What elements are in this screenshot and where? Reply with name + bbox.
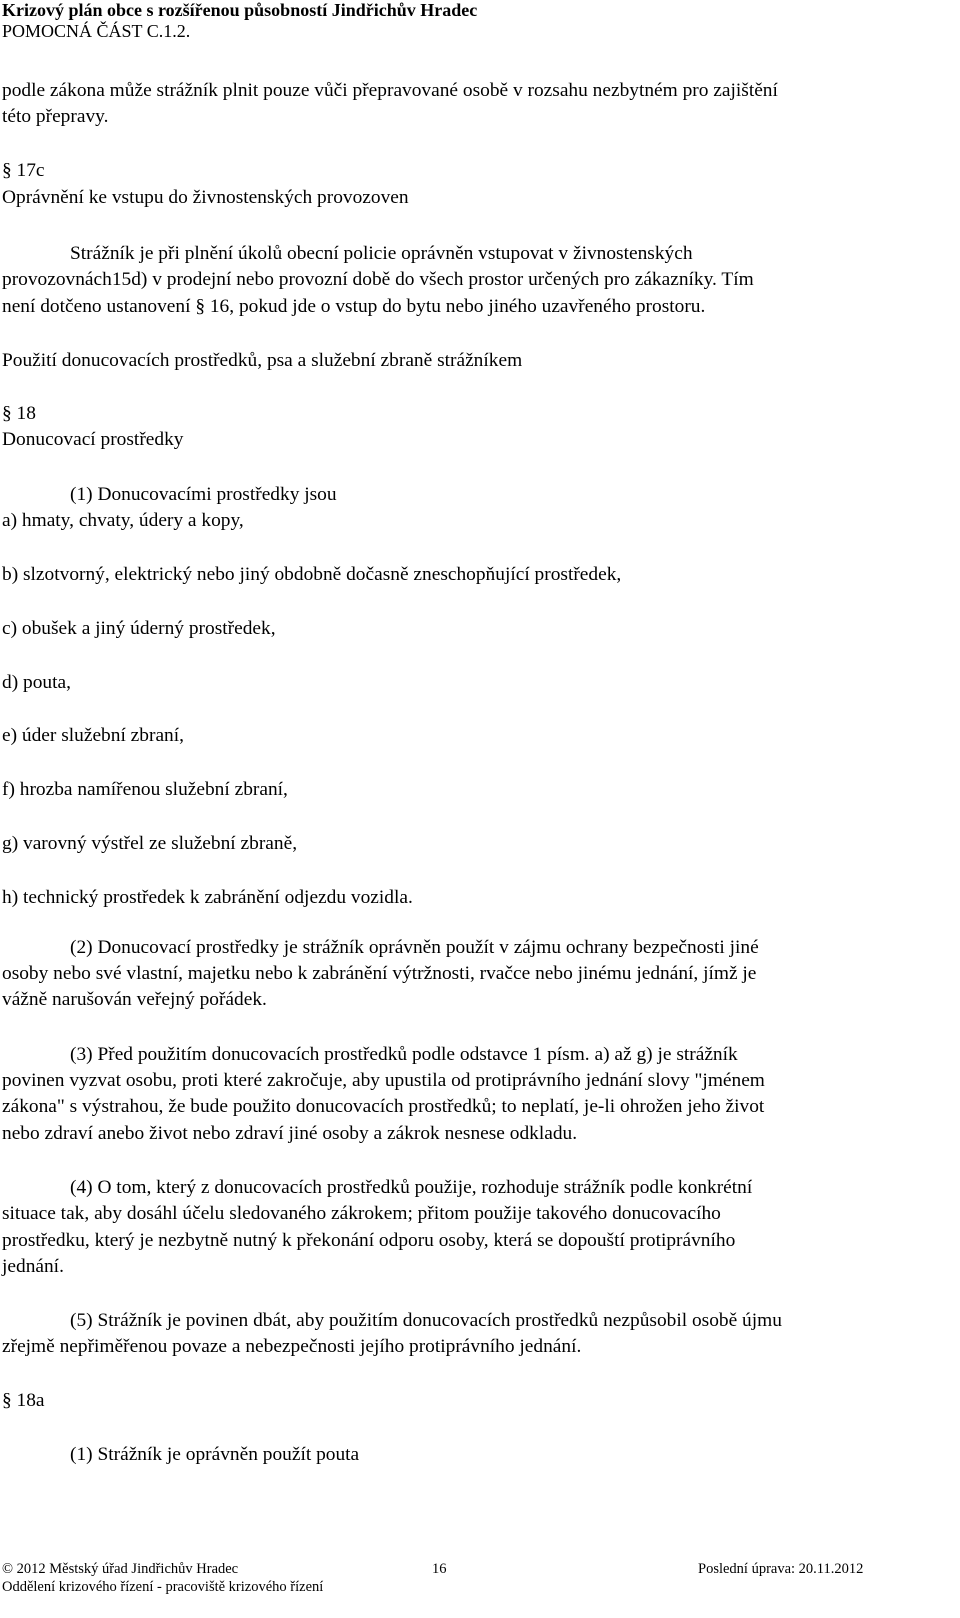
paragraph-line: provozovnách15d) v prodejní nebo provozní době do všech prostor určených pro zákazníky. Tím (2, 269, 754, 290)
paragraph-line: situace tak, aby dosáhl účelu sledovaného zákrokem; přitom použije takového donucovacího (2, 1203, 721, 1224)
paragraph-line: (5) Strážník je povinen dbát, aby použitím donucovacích prostředků nezpůsobil osobě újmu (70, 1310, 782, 1331)
paragraph-line: (1) Strážník je oprávněn použít pouta (70, 1444, 360, 1465)
paragraph-line: podle zákona může strážník plnit pouze vůči přepravované osobě v rozsahu nezbytném pro zajištění (2, 80, 778, 101)
paragraph-line: prostředku, který je nezbytně nutný k překonání odporu osoby, která se dopouští protiprávního (2, 1230, 736, 1251)
section-heading: Donucovací prostředky (2, 429, 184, 450)
paragraph-line: (1) Donucovacími prostředky jsou (70, 484, 337, 505)
paragraph-line: povinen vyzvat osobu, proti které zakročuje, aby upustila od protiprávního jednání slovy "jménem (2, 1070, 765, 1091)
document-subtitle: POMOCNÁ ČÁST C.1.2. (2, 21, 191, 41)
paragraph-line: osoby nebo své vlastní, majetku nebo k zabránění výtržnosti, rvačce nebo jinému jednání, jímž je (2, 963, 757, 984)
list-item: h) technický prostředek k zabránění odjezdu vozidla. (2, 887, 413, 908)
paragraph-line: vážně narušován veřejný pořádek. (2, 989, 267, 1010)
page-number: 16 (432, 1561, 447, 1577)
list-item: d) pouta, (2, 672, 71, 693)
document-title: Krizový plán obce s rozšířenou působností Jindřichův Hradec (2, 0, 478, 20)
paragraph-line: zákona" s výstrahou, že bude použito donucovacích prostředků; to neplatí, je-li ohrožen jeho život (2, 1096, 765, 1117)
paragraph-line: zřejmě nepřiměřenou povaze a nebezpečnosti jejího protiprávního jednání. (2, 1336, 582, 1357)
footer-copyright: © 2012 Městský úřad Jindřichův Hradec (2, 1561, 239, 1577)
section-number: § 18 (2, 403, 36, 424)
list-item: f) hrozba namířenou služební zbraní, (2, 779, 288, 800)
section-number: § 18a (2, 1390, 45, 1411)
paragraph-line: nebo zdraví anebo život nebo zdraví jiné osoby a zákrok nesnese odkladu. (2, 1123, 578, 1144)
list-item: b) slzotvorný, elektrický nebo jiný obdobně dočasně zneschopňující prostředek, (2, 564, 622, 585)
paragraph-line: jednání. (2, 1256, 64, 1277)
list-item: e) úder služební zbraní, (2, 725, 184, 746)
section-heading: Oprávnění ke vstupu do živnostenských provozoven (2, 187, 409, 208)
paragraph-line: (3) Před použitím donucovacích prostředků podle odstavce 1 písm. a) až g) je strážník (70, 1044, 738, 1065)
paragraph-line: této přepravy. (2, 106, 109, 127)
last-updated: Poslední úprava: 20.11.2012 (698, 1561, 864, 1577)
paragraph-line: (4) O tom, který z donucovacích prostředků použije, rozhoduje strážník podle konkrétní (70, 1177, 753, 1198)
list-item: a) hmaty, chvaty, údery a kopy, (2, 510, 244, 531)
section-number: § 17c (2, 160, 45, 181)
list-item: c) obušek a jiný úderný prostředek, (2, 618, 276, 639)
paragraph-line: není dotčeno ustanovení § 16, pokud jde o vstup do bytu nebo jiného uzavřeného prostoru. (2, 296, 706, 317)
paragraph-line: (2) Donucovací prostředky je strážník oprávněn použít v zájmu ochrany bezpečnosti jiné (70, 937, 759, 958)
chapter-heading: Použití donucovacích prostředků, psa a služební zbraně strážníkem (2, 350, 523, 371)
page-header (2, 0, 952, 42)
list-item: g) varovný výstřel ze služební zbraně, (2, 833, 298, 854)
paragraph-line: Strážník je při plnění úkolů obecní policie oprávněn vstupovat v živnostenských (70, 243, 693, 264)
footer-department: Oddělení krizového řízení - pracoviště krizového řízení (2, 1579, 324, 1595)
